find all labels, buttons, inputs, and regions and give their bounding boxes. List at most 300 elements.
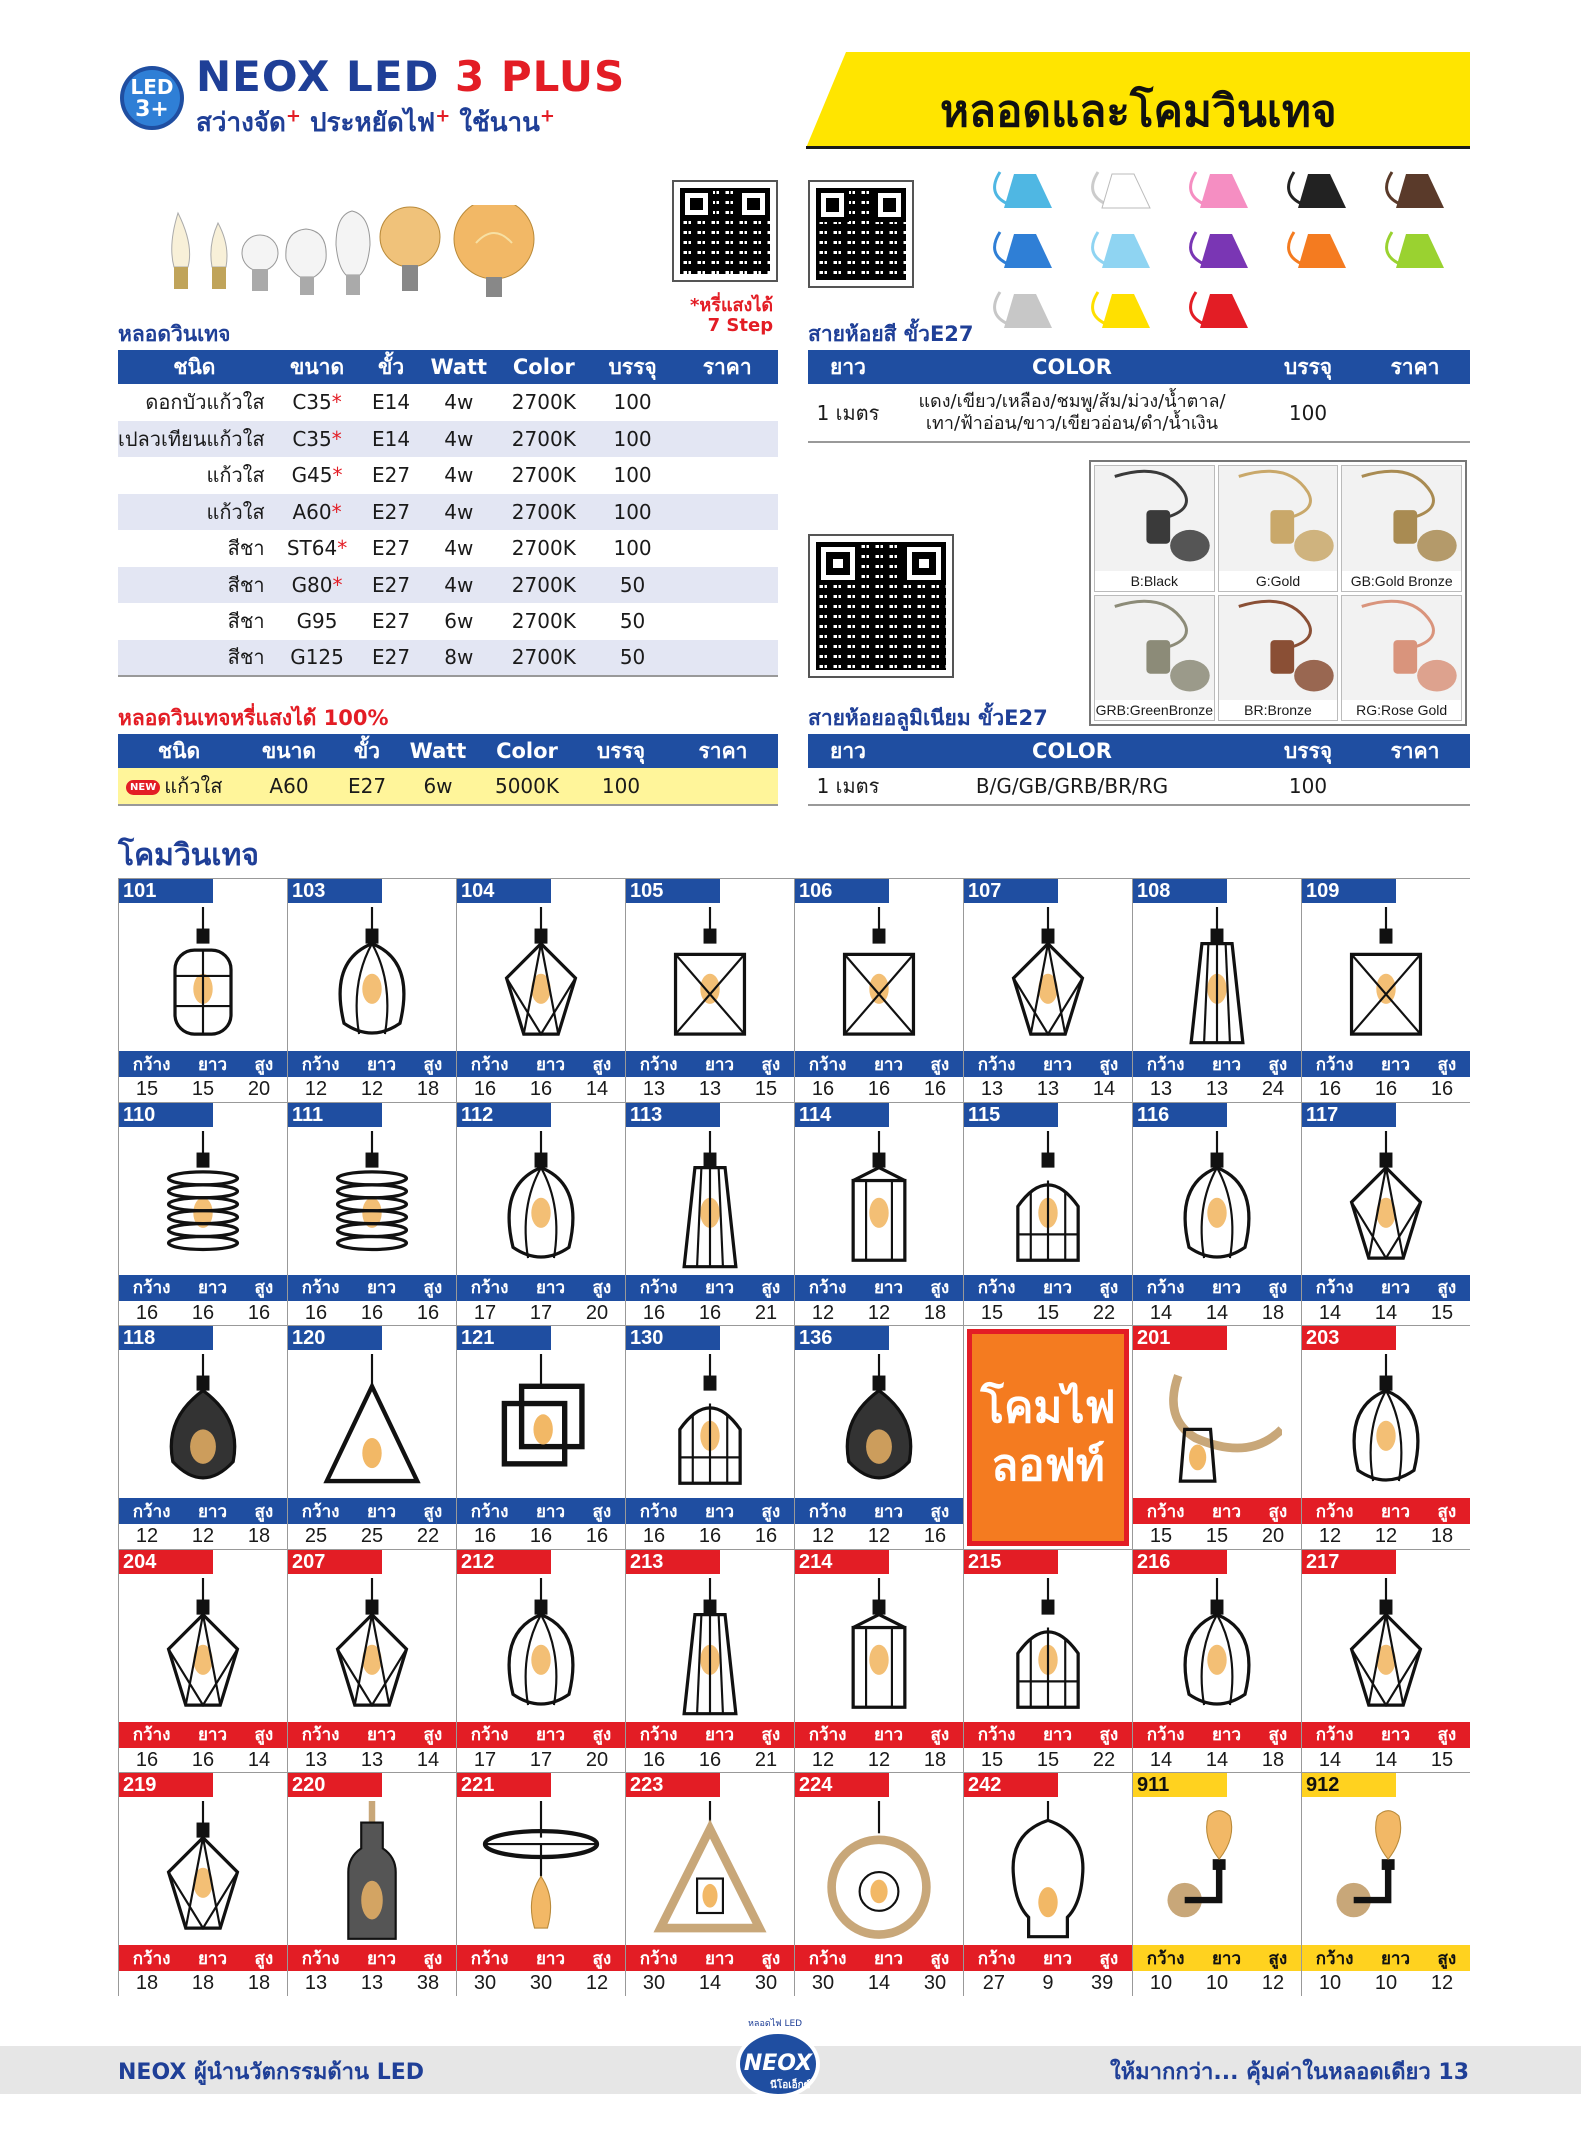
dim-width: 30: [642, 1972, 666, 1994]
cell-type: สีชา: [118, 567, 271, 604]
cell-size: C35*: [292, 390, 342, 415]
dim-length-label: ยาว: [1042, 1948, 1073, 1969]
lamp-image: [1133, 1797, 1301, 1945]
dimension-values: [1302, 1748, 1470, 1773]
dim-length-label: ยาว: [873, 1501, 904, 1522]
dim-width-label: กว้าง: [301, 1054, 340, 1075]
dimmable-bulbs-table: [118, 734, 778, 806]
dim-height: 22: [416, 1525, 440, 1547]
dimmable-star: *: [331, 499, 342, 524]
lamp-model-number: 213: [626, 1550, 720, 1574]
lamp-card: [118, 878, 287, 1102]
dimension-header: [964, 1722, 1132, 1748]
dim-width: 12: [304, 1078, 328, 1100]
lamp-image: [457, 1127, 625, 1275]
logo-line2: 3+: [135, 97, 169, 122]
dim-height: 16: [585, 1525, 609, 1547]
qr-code-color-cable[interactable]: [808, 180, 914, 288]
col-color: Color: [499, 350, 589, 384]
cell-color: 2700K: [499, 640, 589, 677]
alu-cable-table: [808, 734, 1470, 806]
dim-length: 13: [360, 1972, 384, 1994]
dimension-header: [964, 1275, 1132, 1301]
dim-length: 16: [529, 1078, 553, 1100]
col-pack: บรรจุ: [1256, 350, 1360, 384]
lamp-model-number: 118: [119, 1326, 213, 1350]
lamp-image: [795, 1127, 963, 1275]
socket-variant: [1218, 595, 1339, 722]
dim-length: 12: [191, 1525, 215, 1547]
lamp-card: [963, 1549, 1132, 1773]
dimension-values: [457, 1301, 625, 1326]
dim-height-label: สูง: [1268, 1278, 1288, 1298]
lamp-card: [1301, 1325, 1470, 1549]
dim-height-label: สูง: [1268, 1725, 1288, 1745]
col-type: ชนิด: [118, 734, 240, 768]
dimension-header: [457, 1275, 625, 1301]
lamp-image: [119, 1127, 287, 1275]
dim-height-label: สูง: [1099, 1725, 1119, 1745]
dimension-header: [119, 1051, 287, 1077]
dim-height: 12: [585, 1972, 609, 1994]
cell-pack: 100: [1288, 400, 1328, 425]
dim-width-label: กว้าง: [1146, 1501, 1185, 1522]
lamp-model-number: 219: [119, 1773, 213, 1797]
lamp-card: [1301, 1549, 1470, 1773]
cell-price: [668, 768, 778, 805]
dim-width-label: กว้าง: [470, 1725, 509, 1745]
dimension-values: [626, 1748, 794, 1773]
lamp-model-number: 214: [795, 1550, 889, 1574]
loft-line2: ลอฟท์: [991, 1440, 1105, 1492]
cell-watt: 4w: [419, 421, 499, 458]
dimension-values: [288, 1524, 456, 1549]
cell-base: E27: [338, 768, 396, 805]
socket-icon: [1342, 466, 1461, 570]
dimension-header: [626, 1722, 794, 1748]
dimension-values: [1302, 1077, 1470, 1102]
dimmable-star: *: [337, 536, 348, 561]
dimension-header: [1133, 1498, 1301, 1524]
dim-width-label: กว้าง: [301, 1725, 340, 1745]
dim-height-label: สูง: [592, 1948, 612, 1969]
dim-length-label: ยาว: [1380, 1725, 1411, 1745]
dimension-header: [795, 1275, 963, 1301]
lamp-image: [119, 1350, 287, 1498]
cell-base: E27: [372, 609, 411, 634]
cable-swatch: [995, 172, 1052, 208]
pendant-lamp-icon: [138, 907, 268, 1047]
col-pack: บรรจุ: [574, 734, 668, 768]
cell-price: [676, 421, 778, 458]
dimension-values: [795, 1748, 963, 1773]
dim-length: 25: [360, 1525, 384, 1547]
dim-length-label: ยาว: [873, 1278, 904, 1298]
cell-pack: 100: [613, 390, 652, 415]
dim-length: 14: [1374, 1748, 1398, 1771]
dimension-header: [795, 1051, 963, 1077]
pendant-lamp-icon: [476, 1801, 606, 1941]
dim-length: 12: [360, 1078, 384, 1100]
pendant-lamp-icon: [138, 1801, 268, 1941]
lamp-card: [1301, 1102, 1470, 1326]
lamp-model-number: 242: [964, 1773, 1058, 1797]
dim-height-label: สูง: [761, 1725, 781, 1745]
table-header-row: [808, 350, 1470, 384]
pendant-lamp-icon: [983, 1578, 1113, 1718]
lamp-model-number: 105: [626, 879, 720, 903]
table-row: [808, 384, 1470, 442]
dim-height: 18: [923, 1748, 947, 1771]
dim-height-label: สูง: [592, 1725, 612, 1745]
qr-code-bulbs[interactable]: [672, 180, 778, 282]
socket-variant: [1218, 465, 1339, 592]
lamp-card: [625, 1325, 794, 1549]
alu-cable-title: สายห้อยอลูมิเนียม ขั้วE27: [808, 706, 1048, 730]
dim-height-label: สูง: [930, 1054, 950, 1075]
dim-width: 30: [473, 1972, 497, 1994]
dim-length: 16: [867, 1078, 891, 1100]
dimension-header: [288, 1498, 456, 1524]
color-cable-table: [808, 350, 1470, 443]
dimension-values: [964, 1077, 1132, 1102]
vintage-lamps-grid: [118, 878, 1470, 1996]
dim-length: 10: [1205, 1972, 1229, 1994]
dim-width-label: กว้าง: [977, 1948, 1016, 1969]
new-badge: NEW: [126, 780, 160, 795]
bulb-g45: [242, 235, 278, 291]
dimension-header: [1302, 1945, 1470, 1971]
cable-swatch: [1093, 292, 1150, 328]
pendant-lamp-icon: [1321, 1354, 1451, 1494]
lamp-model-number: 111: [288, 1103, 382, 1127]
lamp-image: [1302, 903, 1470, 1051]
dim-width: 16: [642, 1748, 666, 1771]
lamp-image: [1302, 1350, 1470, 1498]
dim-length-label: ยาว: [1211, 1725, 1242, 1745]
lamp-image: [288, 903, 456, 1051]
loft-lamp-box: [967, 1329, 1129, 1546]
socket-variant: [1341, 465, 1462, 592]
cell-colors: แดง/เขียว/เหลือง/ชมพู/ส้ม/ม่วง/น้ำตาล/ เทา/ฟ้าอ่อน/ขาว/เขียวอ่อน/ดำ/น้ำเงิน: [918, 390, 1226, 434]
cell-base: E14: [372, 390, 411, 415]
dim-length: 12: [867, 1301, 891, 1324]
lamp-image: [288, 1574, 456, 1722]
cell-price: [676, 457, 778, 494]
lamp-image: [1302, 1797, 1470, 1945]
dim-length: 16: [191, 1748, 215, 1771]
dim-width: 15: [135, 1078, 159, 1100]
socket-icon: [1095, 596, 1214, 700]
dim-length-label: ยาว: [1380, 1054, 1411, 1075]
dim-width: 13: [304, 1748, 328, 1771]
led-3plus-logo: [118, 54, 186, 138]
col-size: ขนาด: [271, 350, 364, 384]
dim-width-label: กว้าง: [301, 1501, 340, 1522]
bulb-a60: [286, 229, 326, 295]
dim-length-label: ยาว: [704, 1725, 735, 1745]
lamp-card: [794, 1325, 963, 1549]
tagline-plus: +: [435, 105, 451, 127]
pendant-lamp-icon: [476, 907, 606, 1047]
dimension-header: [1302, 1722, 1470, 1748]
dim-height-label: สูง: [761, 1948, 781, 1969]
pendant-lamp-icon: [307, 1578, 437, 1718]
lamp-image: [626, 1350, 794, 1498]
cell-type: เปลวเทียนแก้วใส: [118, 421, 271, 458]
pendant-lamp-icon: [1152, 1578, 1282, 1718]
dim-width: 16: [473, 1525, 497, 1547]
lamp-image: [288, 1350, 456, 1498]
dim-length-label: ยาว: [704, 1948, 735, 1969]
dim-length-label: ยาว: [366, 1948, 397, 1969]
dim-height-label: สูง: [423, 1948, 443, 1969]
lamp-model-number: 104: [457, 879, 551, 903]
cell-pack: 50: [589, 567, 677, 604]
dimension-header: [457, 1722, 625, 1748]
dimension-values: [119, 1524, 287, 1549]
dim-height: 20: [585, 1748, 609, 1771]
pendant-lamp-icon: [983, 907, 1113, 1047]
lamp-image: [1302, 1127, 1470, 1275]
table-row: [118, 384, 778, 421]
dimension-header: [1133, 1275, 1301, 1301]
lamp-model-number: 112: [457, 1103, 551, 1127]
lamp-image: [1302, 1574, 1470, 1722]
dim-height: 12: [1430, 1972, 1454, 1994]
lamp-card: [118, 1102, 287, 1326]
dimension-values: [288, 1748, 456, 1773]
cell-base: E27: [372, 536, 411, 561]
cable-swatch: [1093, 172, 1150, 208]
cell-price: [1360, 384, 1470, 442]
qr-code-alu-cable[interactable]: [808, 534, 954, 678]
brand-tagline: [196, 102, 555, 143]
dim-width-label: กว้าง: [301, 1948, 340, 1969]
lamp-model-number: 912: [1302, 1773, 1396, 1797]
dim-length: 30: [529, 1972, 553, 1994]
vintage-bulbs-table: [118, 350, 778, 677]
lamp-model-number: 220: [288, 1773, 382, 1797]
table-row: [118, 494, 778, 531]
cable-swatch: [1093, 232, 1150, 268]
lamp-model-number: 216: [1133, 1550, 1227, 1574]
lamp-card: [963, 1102, 1132, 1326]
footer-logo-subtext: นีโอเอ็กซ์: [770, 2080, 811, 2091]
pendant-lamp-icon: [983, 1131, 1113, 1271]
lamp-image: [457, 1574, 625, 1722]
cell-color: 2700K: [511, 390, 576, 415]
dim-length: 17: [529, 1748, 553, 1771]
dim-width-label: กว้าง: [1146, 1054, 1185, 1075]
dim-length-label: ยาว: [366, 1054, 397, 1075]
footer-logo-caption: หลอดไฟ LED: [748, 2019, 803, 2029]
dim-length-label: ยาว: [704, 1501, 735, 1522]
pendant-lamp-icon: [307, 1801, 437, 1941]
pendant-lamp-icon: [138, 1578, 268, 1718]
socket-label: G:Gold: [1219, 571, 1338, 591]
dim-height: 18: [247, 1972, 271, 1994]
cell-watt: 4w: [444, 390, 474, 415]
lamp-model-number: 223: [626, 1773, 720, 1797]
dim-length: 14: [698, 1972, 722, 1994]
cell-watt: 4w: [444, 463, 474, 488]
tagline-plus: +: [285, 105, 301, 127]
footer-slogan-right: ให้มากกว่า... คุ้มค่าในหลอดเดียว 13: [1109, 2060, 1469, 2085]
dimension-header: [795, 1722, 963, 1748]
dim-width-label: กว้าง: [808, 1948, 847, 1969]
cell-price: [676, 384, 778, 421]
dim-width-label: กว้าง: [639, 1278, 678, 1298]
dim-height-label: สูง: [761, 1501, 781, 1522]
table-header-row: [118, 350, 778, 384]
dim-height: 15: [754, 1078, 778, 1100]
cell-size: G80*: [271, 567, 364, 604]
lamp-card: [118, 1772, 287, 1996]
pendant-lamp-icon: [1152, 1801, 1282, 1941]
dimension-values: [1302, 1524, 1470, 1549]
dim-length-label: ยาว: [366, 1278, 397, 1298]
dimension-header: [626, 1498, 794, 1524]
col-price: ราคา: [1360, 734, 1470, 768]
dim-width: 13: [304, 1972, 328, 1994]
pendant-lamp-icon: [1152, 1131, 1282, 1271]
dim-width: 14: [1318, 1748, 1342, 1771]
cell-price: [676, 640, 778, 677]
lamp-image: [795, 1574, 963, 1722]
table-row: [118, 530, 778, 567]
cell-type: NEW แก้วใส: [118, 768, 240, 805]
lamp-card: [1132, 1102, 1301, 1326]
dim-width: 12: [135, 1525, 159, 1547]
dim-height: 22: [1092, 1301, 1116, 1324]
col-watt: Watt: [396, 734, 480, 768]
dim-width-label: กว้าง: [470, 1054, 509, 1075]
pendant-lamp-icon: [1152, 907, 1282, 1047]
bulb-st64: [336, 211, 370, 295]
col-color: COLOR: [888, 350, 1256, 384]
pendant-lamp-icon: [307, 1354, 437, 1494]
dim-height-label: สูง: [1437, 1725, 1457, 1745]
dim-width: 16: [1318, 1078, 1342, 1100]
dim-width: 13: [642, 1078, 666, 1100]
dimension-values: [795, 1301, 963, 1326]
col-length: ยาว: [808, 350, 888, 384]
bulb-g80: [380, 207, 440, 291]
cell-type: แก้วใส: [118, 494, 271, 531]
cell-type: สีชา: [227, 536, 265, 561]
cable-swatch: [1191, 232, 1248, 268]
dim-height: 12: [1261, 1972, 1285, 1994]
brand-title-left: NEOX LED: [196, 52, 455, 101]
pendant-lamp-icon: [307, 907, 437, 1047]
dimension-header: [119, 1275, 287, 1301]
socket-icon: [1219, 596, 1338, 700]
lamp-card: [1301, 1772, 1470, 1996]
dim-length: 14: [1374, 1301, 1398, 1324]
pendant-lamp-icon: [476, 1131, 606, 1271]
dim-height-label: สูง: [1099, 1948, 1119, 1969]
dim-length-label: ยาว: [873, 1948, 904, 1969]
col-base: ขั้ว: [363, 350, 418, 384]
cell-size: G45*: [291, 463, 343, 488]
dim-length-label: ยาว: [873, 1054, 904, 1075]
dimension-header: [964, 1051, 1132, 1077]
dim-height: 16: [416, 1301, 440, 1324]
cable-swatch: [1387, 172, 1444, 208]
dimension-values: [457, 1077, 625, 1102]
dim-height: 14: [1092, 1078, 1116, 1100]
dim-height-label: สูง: [1437, 1948, 1457, 1969]
lamp-model-number: 110: [119, 1103, 213, 1127]
dimension-header: [457, 1945, 625, 1971]
pendant-lamp-icon: [814, 1131, 944, 1271]
dim-length-label: ยาว: [1042, 1278, 1073, 1298]
lamp-model-number: 221: [457, 1773, 551, 1797]
dim-width: 12: [811, 1301, 835, 1324]
dimension-header: [626, 1945, 794, 1971]
lamp-model-number: 115: [964, 1103, 1058, 1127]
dim-length: 16: [529, 1525, 553, 1547]
lamp-image: [1133, 1350, 1301, 1498]
dimmable-star: *: [332, 572, 343, 597]
dimension-values: [1302, 1971, 1470, 1996]
dim-length: 15: [191, 1078, 215, 1100]
lamp-card: [1132, 1325, 1301, 1549]
lamp-card: [963, 878, 1132, 1102]
pendant-lamp-icon: [814, 1354, 944, 1494]
dim-width: 17: [473, 1748, 497, 1771]
dim-height-label: สูง: [761, 1278, 781, 1298]
table-row: [118, 567, 778, 604]
pendant-lamp-icon: [645, 907, 775, 1047]
dim-height: 18: [247, 1525, 271, 1547]
dim-length: 12: [867, 1525, 891, 1547]
col-pack: บรรจุ: [1256, 734, 1360, 768]
dimension-values: [1133, 1971, 1301, 1996]
dimension-header: [1302, 1498, 1470, 1524]
lamp-model-number: 217: [1302, 1550, 1396, 1574]
lamp-image: [626, 1574, 794, 1722]
dim-length-label: ยาว: [1380, 1501, 1411, 1522]
dim-length-label: ยาว: [1211, 1054, 1242, 1075]
bulb-g95: [454, 205, 534, 297]
pendant-lamp-icon: [476, 1354, 606, 1494]
bulb-c35-candle: [211, 223, 227, 289]
dim-width-label: กว้าง: [1315, 1054, 1354, 1075]
pendant-lamp-icon: [138, 1131, 268, 1271]
dim-height-label: สูง: [254, 1054, 274, 1075]
dim-width: 16: [304, 1301, 328, 1324]
dimension-values: [626, 1077, 794, 1102]
lamp-model-number: 109: [1302, 879, 1396, 903]
dim-length-label: ยาว: [1042, 1054, 1073, 1075]
lamp-card: [1301, 878, 1470, 1102]
lamp-card: [287, 1325, 456, 1549]
cell-base: E27: [372, 463, 411, 488]
cell-type: แก้วใส: [206, 463, 265, 488]
lamp-model-number: 121: [457, 1326, 551, 1350]
dim-height-label: สูง: [1268, 1054, 1288, 1075]
dim-height-label: สูง: [423, 1501, 443, 1522]
dim-width: 14: [1149, 1301, 1173, 1324]
socket-icon: [1342, 596, 1461, 700]
dim-width: 13: [1149, 1078, 1173, 1100]
dim-length-label: ยาว: [535, 1054, 566, 1075]
dim-height: 20: [247, 1078, 271, 1100]
brand-title-right: 3 PLUS: [455, 52, 626, 101]
dim-height: 15: [1430, 1748, 1454, 1771]
